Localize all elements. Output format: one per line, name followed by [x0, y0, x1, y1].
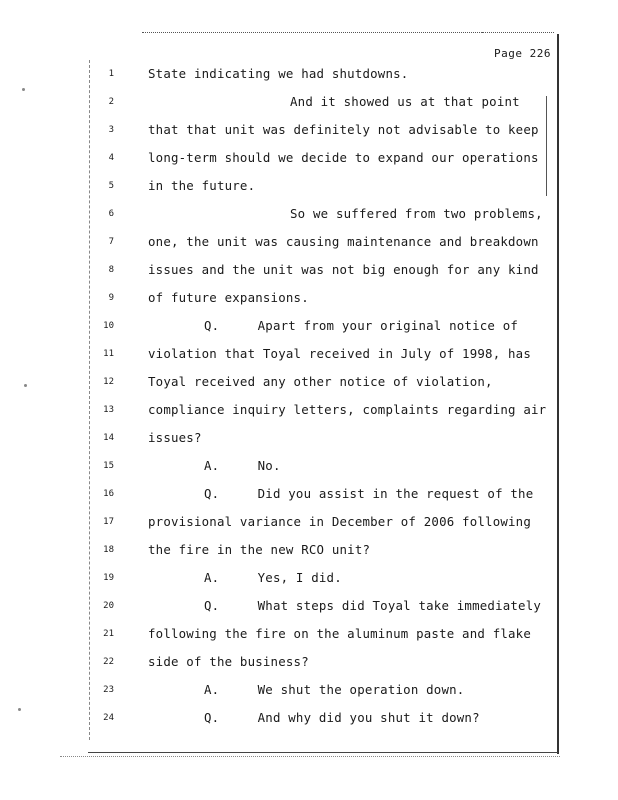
transcript-line	[0, 430, 618, 448]
line-number: 4	[108, 153, 114, 163]
line-text: side of the business?	[148, 654, 309, 669]
transcript-line	[0, 598, 618, 616]
line-text: the fire in the new RCO unit?	[148, 542, 371, 557]
line-text: provisional variance in December of 2006 following	[148, 514, 531, 529]
line-number: 18	[103, 545, 114, 555]
bottom-dotted-rule	[60, 756, 560, 757]
line-number: 12	[103, 377, 114, 387]
transcript-line	[0, 654, 618, 672]
line-text: A. No.	[204, 458, 281, 473]
line-number: 9	[108, 293, 114, 303]
line-number: 5	[108, 181, 114, 191]
line-number: 14	[103, 433, 114, 443]
top-right-rule	[482, 32, 554, 33]
bottom-rule	[88, 752, 558, 753]
line-number: 3	[108, 125, 114, 135]
transcript-line	[0, 346, 618, 364]
line-text: one, the unit was causing maintenance and breakdown	[148, 234, 539, 249]
transcript-line	[0, 94, 618, 112]
line-number: 17	[103, 517, 114, 527]
transcript-line	[0, 626, 618, 644]
transcript-line	[0, 262, 618, 280]
line-text: issues?	[148, 430, 202, 445]
line-text: compliance inquiry letters, complaints regarding air	[148, 402, 547, 417]
line-text: And it showed us at that point	[290, 94, 520, 109]
line-number: 11	[103, 349, 114, 359]
line-number: 6	[108, 209, 114, 219]
transcript-line	[0, 374, 618, 392]
line-number: 15	[103, 461, 114, 471]
line-text: violation that Toyal received in July of 1998, has	[148, 346, 531, 361]
line-text: following the fire on the aluminum paste and flake	[148, 626, 531, 641]
line-number: 23	[103, 685, 114, 695]
line-number: 21	[103, 629, 114, 639]
line-text: A. We shut the operation down.	[204, 682, 465, 697]
line-number: 19	[103, 573, 114, 583]
line-text: that that unit was definitely not advisable to keep	[148, 122, 539, 137]
transcript-line	[0, 458, 618, 476]
line-number: 16	[103, 489, 114, 499]
line-number: 7	[108, 237, 114, 247]
line-number: 8	[108, 265, 114, 275]
transcript-line	[0, 682, 618, 700]
line-text: issues and the unit was not big enough for any kind	[148, 262, 539, 277]
transcript-line	[0, 122, 618, 140]
scan-speck	[22, 88, 25, 91]
line-text: State indicating we had shutdowns.	[148, 66, 409, 81]
line-text: So we suffered from two problems,	[290, 206, 543, 221]
transcript-line	[0, 402, 618, 420]
transcript-line	[0, 318, 618, 336]
transcript-line	[0, 290, 618, 308]
transcript-line	[0, 150, 618, 168]
transcript-line	[0, 178, 618, 196]
transcript-line	[0, 570, 618, 588]
transcript-line	[0, 66, 618, 84]
line-text: Q. What steps did Toyal take immediately	[204, 598, 542, 613]
line-number: 22	[103, 657, 114, 667]
transcript-line	[0, 234, 618, 252]
line-text: A. Yes, I did.	[204, 570, 342, 585]
line-text: Q. Did you assist in the request of the	[204, 486, 534, 501]
transcript-line	[0, 710, 618, 728]
line-text: long-term should we decide to expand our operations	[148, 150, 539, 165]
line-number: 24	[103, 713, 114, 723]
transcript-line	[0, 542, 618, 560]
right-margin-rule	[557, 34, 559, 754]
line-number: 20	[103, 601, 114, 611]
line-text: Q. Apart from your original notice of	[204, 318, 519, 333]
line-text: of future expansions.	[148, 290, 309, 305]
transcript-line	[0, 486, 618, 504]
line-number: 1	[108, 69, 114, 79]
transcript-line	[0, 206, 618, 224]
line-number: 10	[103, 321, 114, 331]
line-number: 13	[103, 405, 114, 415]
line-text: Q. And why did you shut it down?	[204, 710, 480, 725]
line-text: Toyal received any other notice of violation,	[148, 374, 493, 389]
line-text: in the future.	[148, 178, 256, 193]
page-number-header: Page 226	[494, 47, 551, 60]
line-number: 2	[108, 97, 114, 107]
transcript-line	[0, 514, 618, 532]
